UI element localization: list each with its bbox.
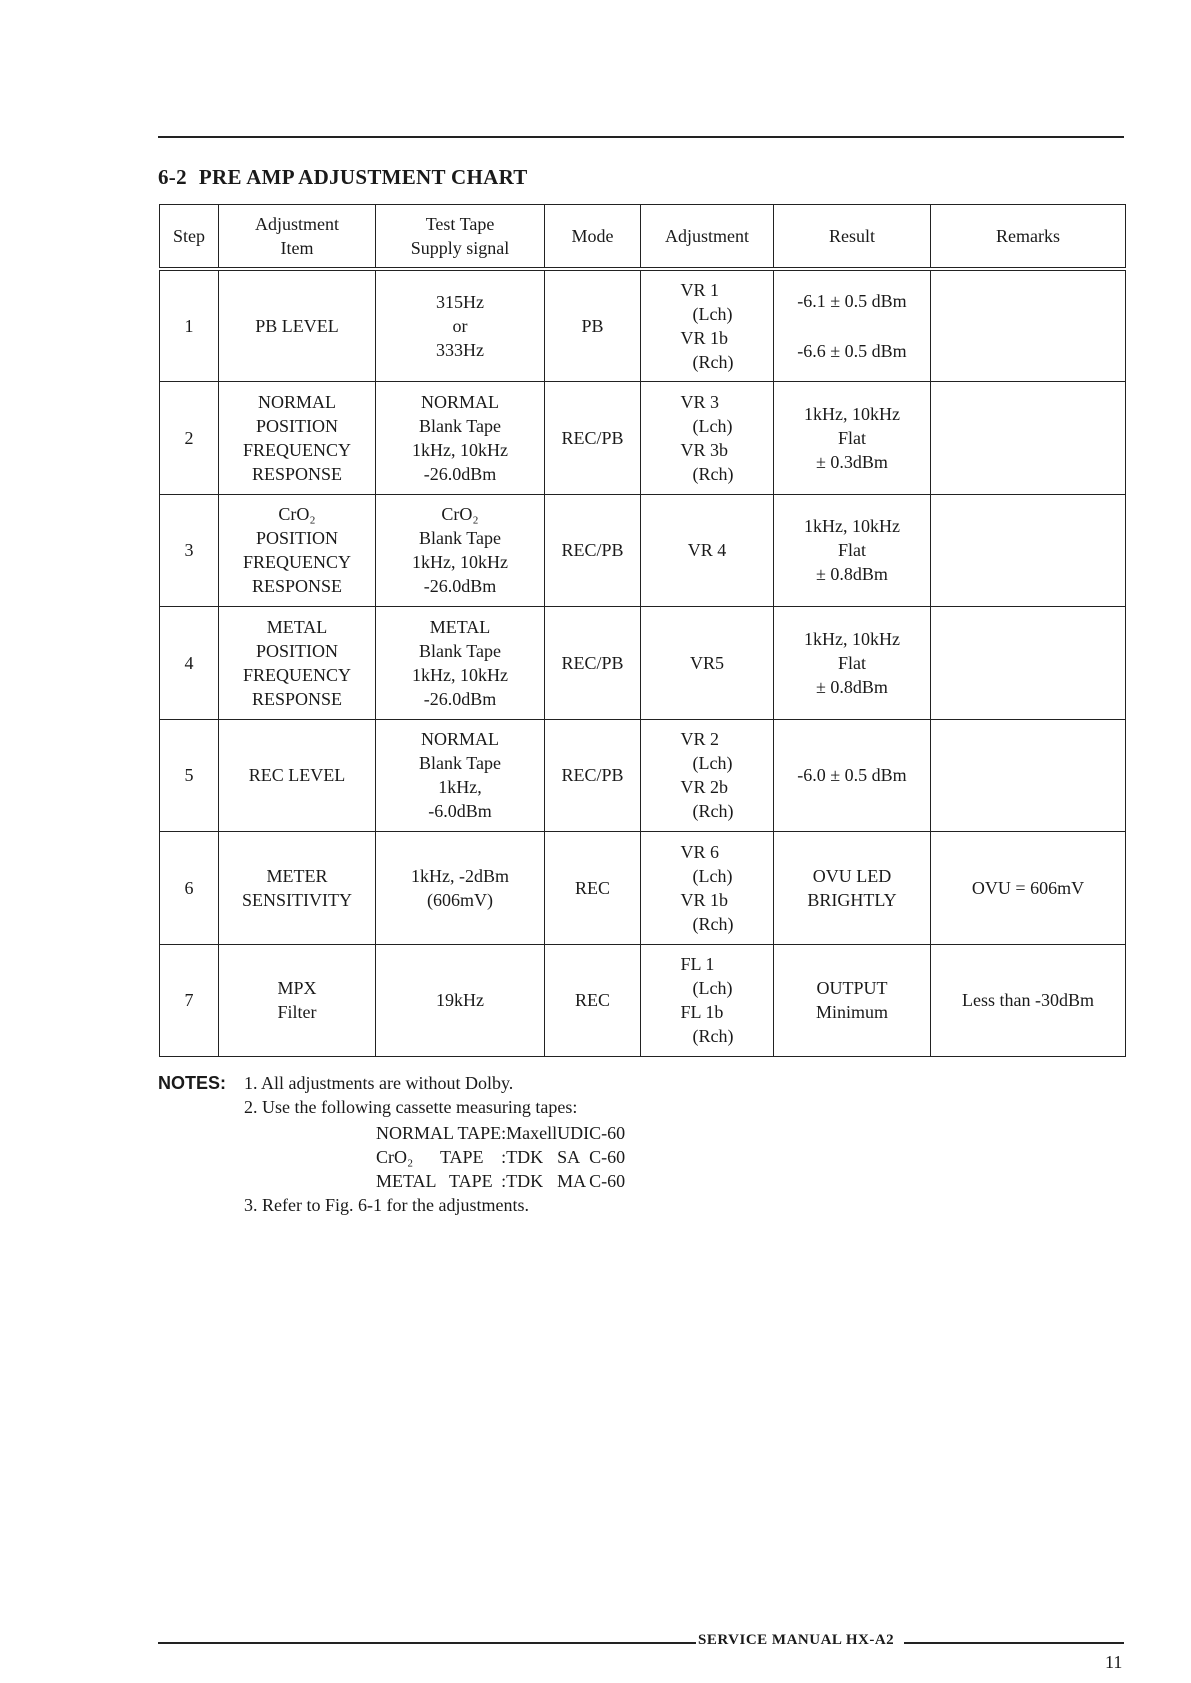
note-1: 1. All adjustments are without Dolby. xyxy=(244,1073,514,1093)
item-cell xyxy=(219,494,376,607)
adjustment-cell xyxy=(641,269,774,382)
note-3: 3. Refer to Fig. 6-1 for the adjustments. xyxy=(244,1195,529,1215)
tape-length: C-60 xyxy=(589,1122,626,1143)
mode-cell: PB xyxy=(545,269,641,382)
tape-line: -26.0dBm xyxy=(423,688,497,709)
adjustment-cell xyxy=(641,719,774,832)
adj-line: VR 6 xyxy=(680,841,720,862)
header-mode: Mode xyxy=(545,205,641,270)
item-line: FREQUENCY xyxy=(242,552,351,573)
result-cell xyxy=(774,607,931,720)
tape-length: C-60 xyxy=(589,1170,626,1191)
tape-sep: : xyxy=(501,1122,507,1143)
result-line: Flat xyxy=(837,427,866,448)
remarks-cell: Less than -30dBm xyxy=(931,944,1126,1057)
tape-line: NORMAL xyxy=(420,391,499,412)
item-line: REC LEVEL xyxy=(248,765,346,786)
tape-line: 19kHz xyxy=(436,990,484,1011)
remarks-cell xyxy=(931,494,1126,607)
item-line: RESPONSE xyxy=(251,463,343,484)
page-number: 11 xyxy=(1105,1652,1123,1672)
adj-line: (Lch) xyxy=(692,304,733,324)
step-cell: 6 xyxy=(160,832,219,945)
tape-brand: Maxell xyxy=(506,1122,558,1143)
adj-line: (Rch) xyxy=(692,352,734,372)
tape-cell xyxy=(376,494,545,607)
step-cell: 5 xyxy=(160,719,219,832)
table-row xyxy=(160,382,1126,495)
result-line: Flat xyxy=(837,652,866,673)
tape-cell xyxy=(376,832,545,945)
footer xyxy=(158,1632,1124,1652)
item-line: METER xyxy=(266,865,328,886)
adj-line: VR 3b xyxy=(680,439,729,460)
header-adjustment-item xyxy=(219,205,376,270)
section-title-text: PRE AMP ADJUSTMENT CHART xyxy=(198,165,528,189)
item-line: POSITION xyxy=(255,640,338,661)
header-row xyxy=(160,205,1126,270)
adj-line: (Lch) xyxy=(692,753,733,774)
header-item-line-1: Adjustment xyxy=(255,214,339,234)
adj-line: VR 2b xyxy=(680,777,729,798)
header-step: Step xyxy=(160,205,219,270)
result-cell xyxy=(774,832,931,945)
result-line: -6.6 ± 0.5 dBm xyxy=(797,341,907,361)
tape-list xyxy=(376,1121,625,1193)
adj-line: (Rch) xyxy=(692,801,734,822)
item-line: METAL xyxy=(266,616,328,637)
tape-brand: TDK xyxy=(506,1146,544,1167)
result-cell xyxy=(774,944,931,1057)
tape-line: NORMAL xyxy=(420,729,499,750)
step-cell: 2 xyxy=(160,382,219,495)
remarks-cell xyxy=(931,719,1126,832)
adj-line: VR 4 xyxy=(687,540,727,561)
tape-row xyxy=(376,1121,625,1145)
item-line: MPX xyxy=(277,978,317,999)
adj-line: VR 2 xyxy=(680,729,720,750)
tape-cell xyxy=(376,719,545,832)
tape-line: Blank Tape xyxy=(419,415,501,436)
tape-sep: : xyxy=(501,1170,507,1191)
result-cell xyxy=(774,269,931,382)
header-test-tape xyxy=(376,205,545,270)
result-line: Minimum xyxy=(815,1002,888,1023)
tape-brand: TDK xyxy=(506,1170,544,1191)
tape-type: CrO₂ TAPE xyxy=(376,1146,484,1167)
item-cell xyxy=(219,832,376,945)
result-line: OUTPUT xyxy=(816,978,888,999)
mode-cell: REC xyxy=(545,832,641,945)
result-line: OVU LED xyxy=(812,865,892,886)
tape-model: MA xyxy=(557,1170,587,1191)
header-tape-line-1: Test Tape xyxy=(425,214,495,234)
adjustment-cell xyxy=(641,944,774,1057)
tape-cell xyxy=(376,269,545,382)
table-row xyxy=(160,944,1126,1057)
item-cell xyxy=(219,382,376,495)
tape-line: 333Hz xyxy=(436,340,484,360)
tape-line: -6.0dBm xyxy=(428,801,492,822)
tape-line: METAL xyxy=(429,616,491,637)
tape-line: 1kHz, 10kHz xyxy=(412,439,508,460)
adj-line: FL 1b xyxy=(680,1002,724,1023)
section-number: 6-2 xyxy=(158,165,187,189)
adjustment-chart xyxy=(159,204,1126,1057)
result-cell xyxy=(774,719,931,832)
adjustment-cell xyxy=(641,494,774,607)
table-row xyxy=(160,832,1126,945)
step-cell: 3 xyxy=(160,494,219,607)
mode-cell: REC/PB xyxy=(545,494,641,607)
remarks-cell xyxy=(931,382,1126,495)
header-remarks: Remarks xyxy=(931,205,1126,270)
tape-cell xyxy=(376,944,545,1057)
table-row xyxy=(160,269,1126,382)
adj-line: VR 3 xyxy=(680,391,720,412)
result-line: ± 0.8dBm xyxy=(816,676,888,697)
adj-line: (Rch) xyxy=(692,913,734,934)
tape-line: 1kHz, 10kHz xyxy=(412,552,508,573)
tape-length: C-60 xyxy=(589,1146,626,1167)
adj-line: (Lch) xyxy=(692,978,733,999)
table-row xyxy=(160,494,1126,607)
result-line: 1kHz, 10kHz xyxy=(804,403,900,424)
header-tape-line-2: Supply signal xyxy=(410,238,510,258)
result-cell xyxy=(774,494,931,607)
adjustment-cell xyxy=(641,832,774,945)
remarks-cell: OVU = 606mV xyxy=(931,832,1126,945)
item-line: FREQUENCY xyxy=(242,664,351,685)
adjustment-cell xyxy=(641,382,774,495)
result-line: BRIGHTLY xyxy=(807,889,897,910)
tape-line: 1kHz, xyxy=(438,777,482,798)
adj-line: VR 1 xyxy=(680,280,720,300)
item-line: PB LEVEL xyxy=(255,316,339,336)
tape-line: 315Hz xyxy=(436,292,484,312)
result-line: Flat xyxy=(837,540,866,561)
item-cell xyxy=(219,269,376,382)
step-cell: 1 xyxy=(160,269,219,382)
header-result: Result xyxy=(774,205,931,270)
item-cell xyxy=(219,607,376,720)
tape-row xyxy=(376,1169,625,1193)
result-line: -6.0 ± 0.5 dBm xyxy=(797,765,907,786)
tape-model: UDI xyxy=(557,1122,590,1143)
section-title xyxy=(158,165,528,190)
note-2: 2. Use the following cassette measuring tapes: xyxy=(244,1097,578,1117)
item-line: POSITION xyxy=(255,415,338,436)
mode-cell: REC xyxy=(545,944,641,1057)
tape-type: NORMAL TAPE xyxy=(376,1122,502,1143)
notes-label: NOTES: xyxy=(158,1073,227,1093)
footer-text: SERVICE MANUAL HX-A2 xyxy=(698,1632,895,1648)
tape-line: or xyxy=(452,316,468,336)
adj-line: (Rch) xyxy=(692,463,734,484)
item-line: SENSITIVITY xyxy=(242,889,352,910)
tape-row xyxy=(376,1145,625,1169)
item-line: POSITION xyxy=(255,528,338,549)
table-row xyxy=(160,607,1126,720)
table-row xyxy=(160,719,1126,832)
step-cell: 4 xyxy=(160,607,219,720)
step-cell: 7 xyxy=(160,944,219,1057)
tape-line: Blank Tape xyxy=(419,640,501,661)
tape-line: -26.0dBm xyxy=(423,463,497,484)
adj-line: VR 1b xyxy=(680,328,729,348)
adj-line: VR 1b xyxy=(680,889,729,910)
adj-line: (Rch) xyxy=(692,1026,734,1047)
item-cell xyxy=(219,719,376,832)
remarks-cell xyxy=(931,269,1126,382)
item-line: RESPONSE xyxy=(251,576,343,597)
adjustment-cell xyxy=(641,607,774,720)
result-line: ± 0.3dBm xyxy=(816,451,888,472)
tape-model: SA xyxy=(557,1146,581,1167)
result-line: ± 0.8dBm xyxy=(816,564,888,585)
item-line: RESPONSE xyxy=(251,688,343,709)
adj-line: FL 1 xyxy=(680,954,715,975)
result-line: -6.1 ± 0.5 dBm xyxy=(797,291,907,311)
tape-type: METAL TAPE xyxy=(376,1170,493,1191)
tape-line: Blank Tape xyxy=(419,528,501,549)
top-rule xyxy=(158,136,1124,138)
item-cell xyxy=(219,944,376,1057)
result-line: 1kHz, 10kHz xyxy=(804,516,900,537)
tape-line: (606mV) xyxy=(427,889,493,910)
tape-line: CrO₂ xyxy=(441,504,479,525)
adj-line: (Lch) xyxy=(692,865,733,886)
adj-line: VR5 xyxy=(689,652,724,673)
item-line: Filter xyxy=(277,1002,317,1023)
adj-line: (Lch) xyxy=(692,415,733,436)
remarks-cell xyxy=(931,607,1126,720)
item-line: CrO₂ xyxy=(278,504,316,525)
tape-line: Blank Tape xyxy=(419,753,501,774)
mode-cell: REC/PB xyxy=(545,607,641,720)
footer-rule-left xyxy=(158,1642,696,1644)
tape-cell xyxy=(376,382,545,495)
item-line: FREQUENCY xyxy=(242,439,351,460)
tape-line: -26.0dBm xyxy=(423,576,497,597)
result-line: 1kHz, 10kHz xyxy=(804,628,900,649)
footer-rule-right xyxy=(904,1642,1124,1644)
item-line: NORMAL xyxy=(257,391,336,412)
tape-line: 1kHz, -2dBm xyxy=(411,865,509,886)
result-cell xyxy=(774,382,931,495)
tape-sep: : xyxy=(501,1146,507,1167)
tape-cell xyxy=(376,607,545,720)
mode-cell: REC/PB xyxy=(545,382,641,495)
tape-line: 1kHz, 10kHz xyxy=(412,664,508,685)
header-adjustment: Adjustment xyxy=(641,205,774,270)
header-item-line-2: Item xyxy=(280,238,314,258)
mode-cell: REC/PB xyxy=(545,719,641,832)
